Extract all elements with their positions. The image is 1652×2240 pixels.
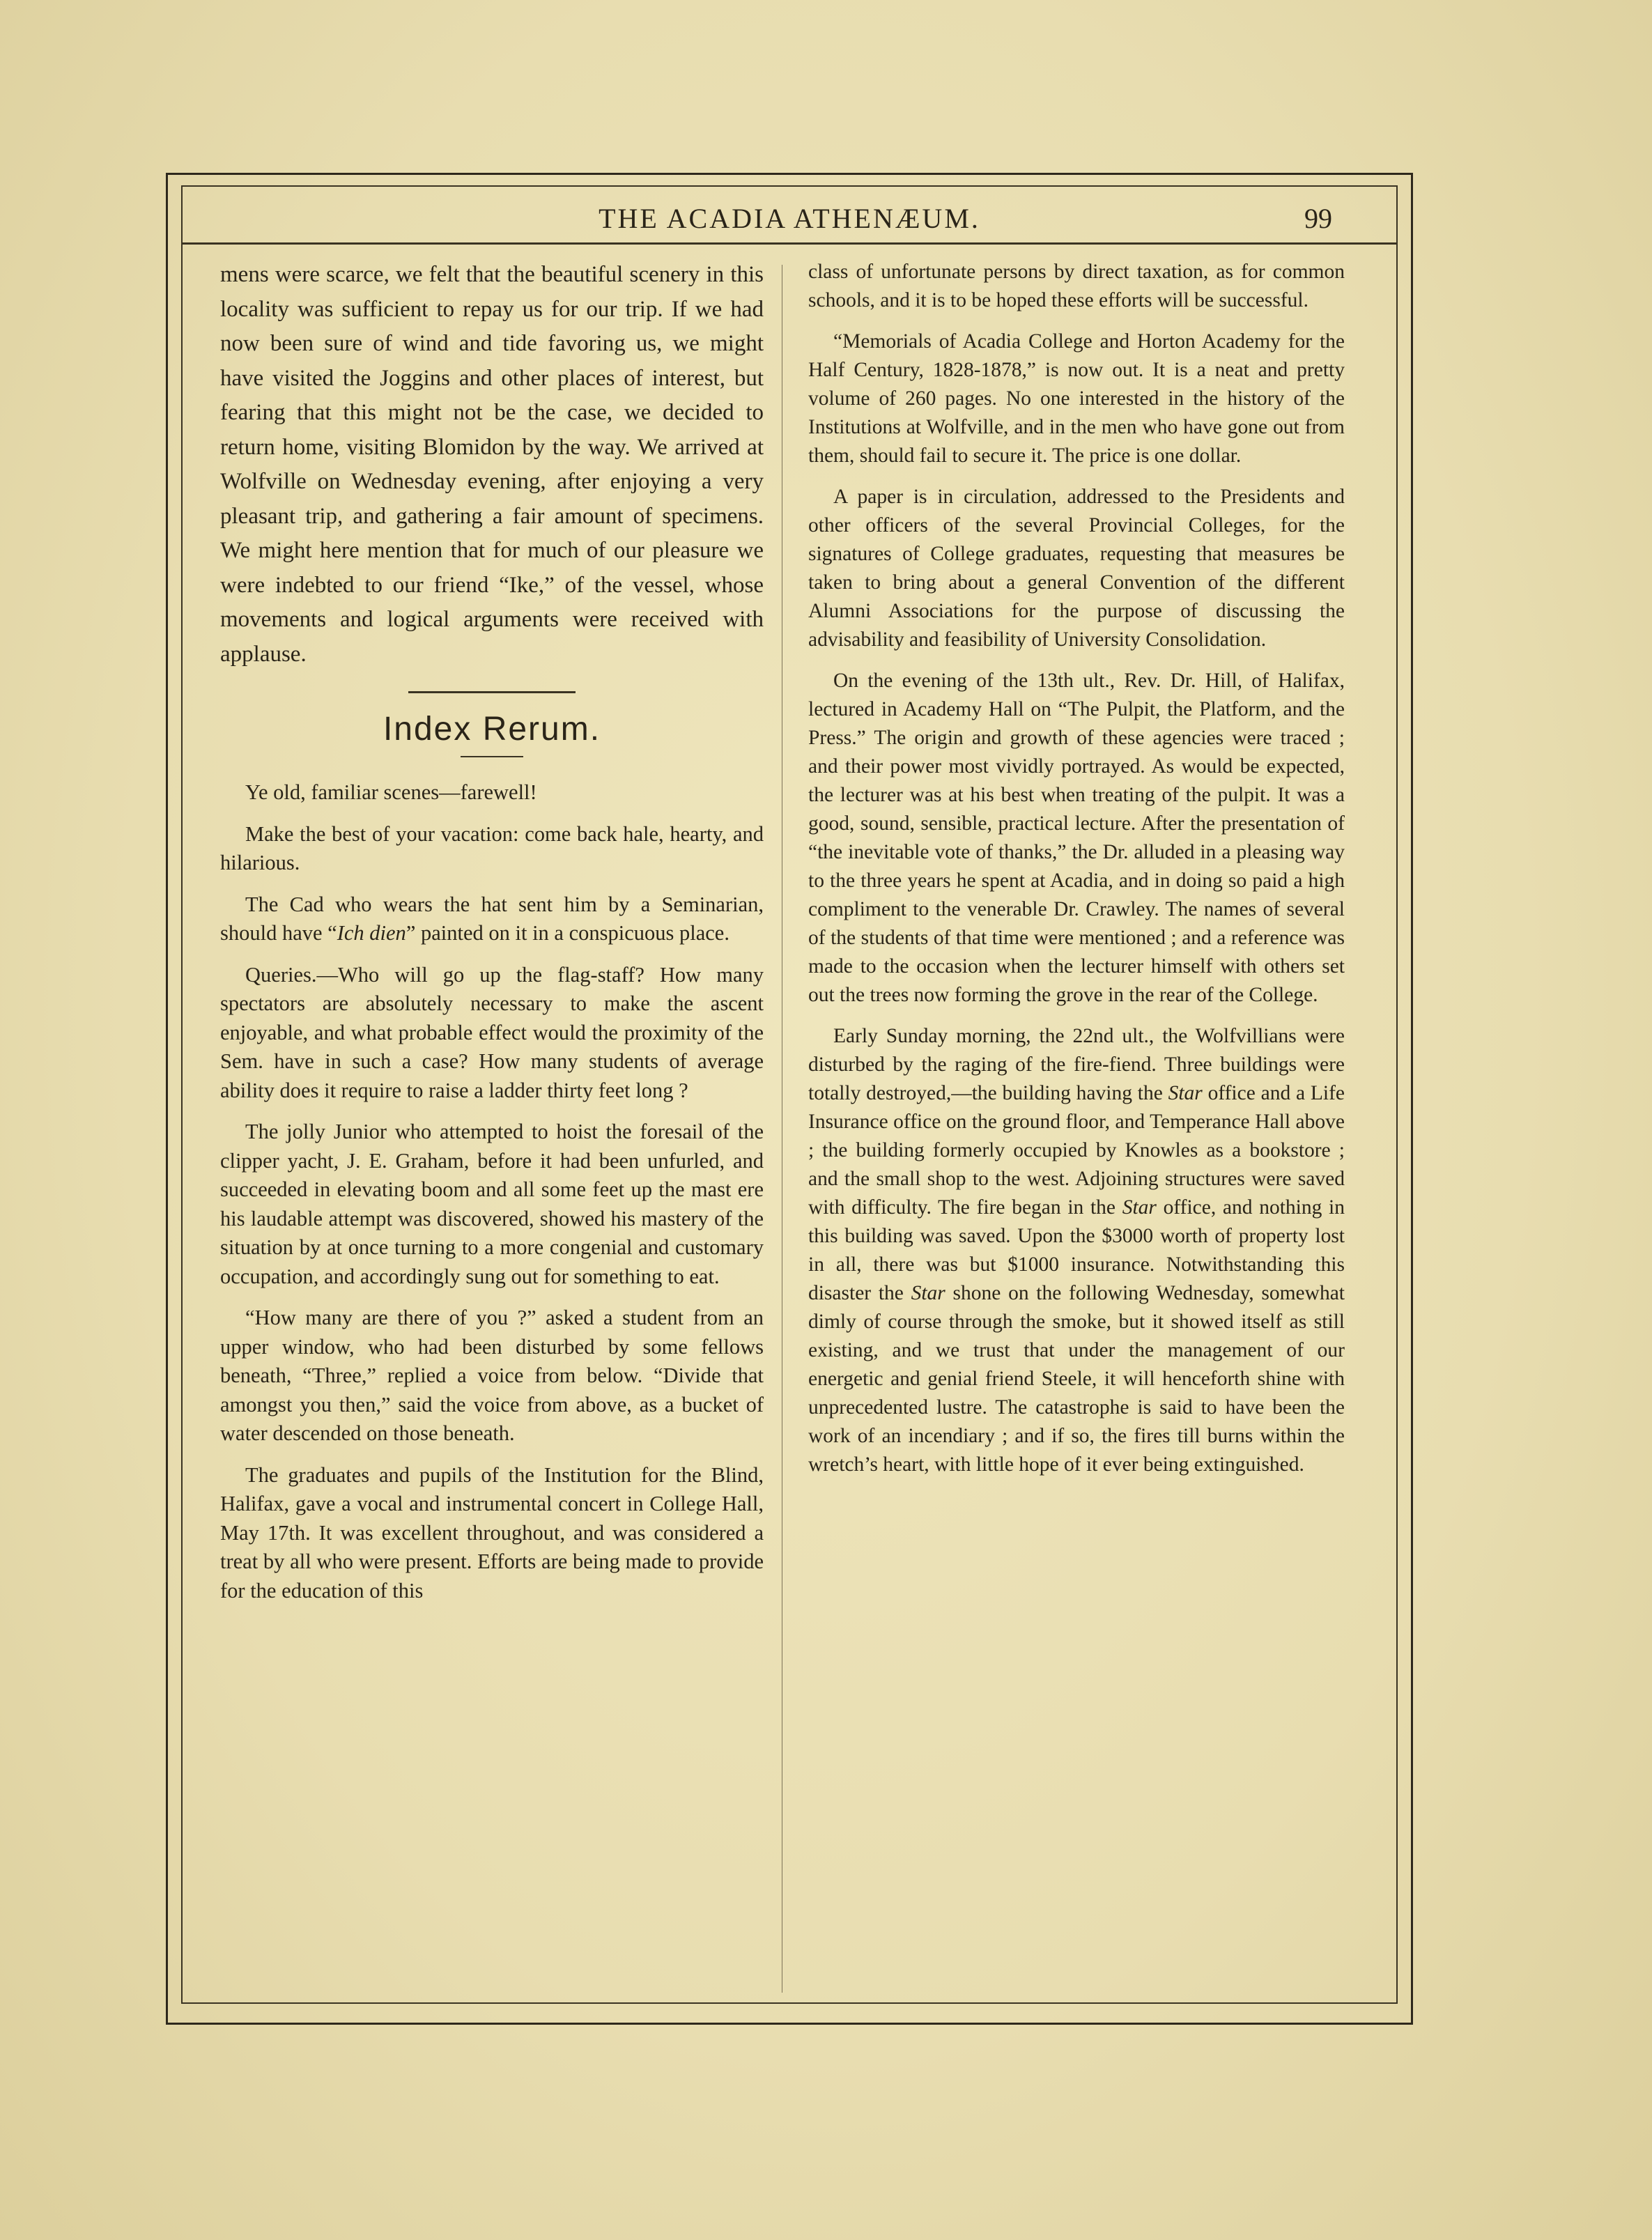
running-head (183, 202, 1396, 237)
title-underline (461, 756, 523, 757)
left-column (220, 258, 764, 1618)
fire-text: Early Sunday morning, the 22nd ult., the Wolfvillians were disturbed by the raging of the fire-fiend. Three buildings were totally destroyed,—the building having the (808, 1025, 1345, 1104)
index-item: The graduates and pupils of the Institution for the Blind, Halifax, gave a vocal and instrumental concert in College Hall, May 17th. It was excellent throughout, and was considered a treat by all who were present. Efforts are being made to provide for the education of this (220, 1462, 764, 1602)
fire-text: shone on the following Wednesday, somewhat dimly of course through the smoke, but it showed itself as still existing, and we trust that under the management of our energetic and genial friend Steele, it will henceforth shine with unprecedented lustre. The catastrophe is said to have been the work of an incendiary ; and if so, the fires till burns within the wretch’s heart, with little hope of it ever being extinguished. (808, 1282, 1345, 1476)
index-item: Queries.—Who will go up the flag-staff? How many spectators are absolutely necessary to make the ascent enjoyable, and what probable effect would the proximity of the Sem. have in such a case? How many students of average ability does it require to raise a ladder thirty feet long ? (220, 962, 764, 1102)
page-number: 99 (1304, 203, 1332, 234)
continued-paragraph: mens were scarce, we felt that the beautiful scenery in this locality was sufficient to repay us for our trip. If we had now been sure of wind and tide favoring us, we might have visited the Joggins and other places of interest, but fearing that this might not be the case, we decided to return home, visiting Blomidon by the way. We arrived at Wolfville on Wednesday evening, after enjoying a very pleasant trip, and gathering a fair amount of specimens. We might here mention that for much of our pleasure we were indebted to our friend “Ike,” of the vessel, whose movements and logical arguments were received with applause. (220, 262, 764, 667)
fire-text: office, and nothing in this building was saved. Upon the $3000 worth of property lost in all, there was but $1000 insurance. Notwithstanding this disaster the (808, 1196, 1345, 1304)
index-item: The jolly Junior who attempted to hoist the foresail of the clipper yacht, J. E. Graham, before it had been unfurled, and succeeded in elevating boom and all some feet up the mast ere his laudable attempt was discovered, showed his mastery of the situation by at once turning to a more congenial and customary occupation, and accordingly sung out for something to eat. (220, 1120, 764, 1288)
news-paragraph: A paper is in circulation, addressed to the Presidents and other officers of the several Provincial Colleges, for the signatures of College graduates, requesting that measures be taken to bring about a general Convention of the different Alumni Associations for the purpose of discussing the advisability and feasibility of University Consolidation. (808, 486, 1345, 651)
section-separator (408, 691, 576, 693)
header-rule (183, 242, 1396, 245)
cad-motto: Ich dien (337, 921, 406, 945)
index-item: Ye old, familiar scenes—farewell! (245, 780, 537, 804)
right-column (808, 258, 1345, 1492)
star-name: Star (1122, 1196, 1157, 1219)
continued-paragraph: class of unfortunate persons by direct taxation, as for common schools, and it is to be hoped these efforts will be successful. (808, 261, 1345, 311)
news-paragraph: “Memorials of Acadia College and Horton Academy for the Half Century, 1828-1878,” is now out. It is a neat and pretty volume of 260 pages. No one interested in the history of the Institutions at Wolfville, and in the men who have gone out from them, should fail to secure it. The price is one dollar. (808, 330, 1345, 467)
section-title: Index Rerum. (383, 711, 601, 748)
index-item: “How many are there of you ?” asked a student from an upper window, who had been disturbed by some fellows beneath, “Three,” replied a voice from below. “Divide that amongst you then,” said the voice from above, as a bucket of water descended on those beneath. (220, 1306, 764, 1445)
fire-paragraph (808, 1022, 1345, 1479)
star-name: Star (911, 1282, 945, 1304)
index-item: Make the best of your vacation: come back hale, hearty, and hilarious. (220, 821, 764, 874)
journal-title: THE ACADIA ATHENÆUM. (599, 203, 980, 234)
star-name: Star (1168, 1082, 1203, 1104)
cad-text-before: The Cad who wears the hat sent him by a Seminarian, should have “ (220, 892, 764, 945)
cad-text-after: ” painted on it in a conspicuous place. (406, 921, 729, 945)
fire-text: office and a Life Insurance office on the ground floor, and Temperance Hall above ; the building formerly occupied by Knowles as a bookstore ; and the small shop to the west. Adjoining structures were saved with difficulty. The fire began in the (808, 1082, 1345, 1219)
index-item-cad (220, 890, 764, 948)
news-paragraph: On the evening of the 13th ult., Rev. Dr. Hill, of Halifax, lectured in Academy Hall on “The Pulpit, the Platform, and the Press.” The origin and growth of these agencies were traced ; and their power most vividly portrayed. As would be expected, the lecturer was at his best when treating of the pulpit. It was a good, sound, sensible, practical lecture. After the presentation of “the inevitable vote of thanks,” the Dr. alluded in a pleasing way to the three years he spent at Acadia, and in doing so paid a high compliment to the venerable Dr. Crawley. The names of several of the students of that time were mentioned ; and a reference was made to the occasion when the lecturer himself with others set out the trees now forming the grove in the rear of the College. (808, 670, 1345, 1006)
